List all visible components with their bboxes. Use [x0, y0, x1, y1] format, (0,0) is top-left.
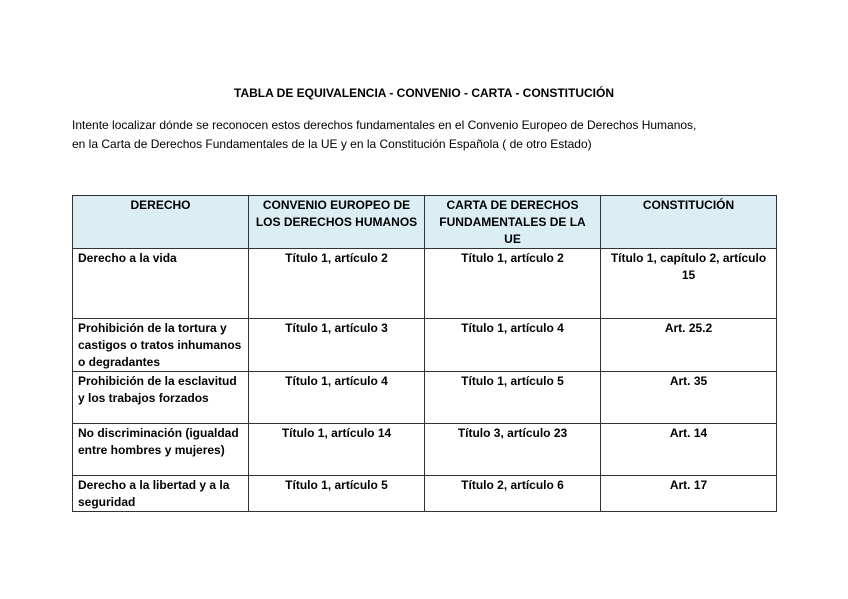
table-row: [73, 372, 777, 424]
intro-line-1: Intente localizar dónde se reconocen estos derechos fundamentales en el Convenio Europeo de Derechos Humanos,: [72, 118, 697, 132]
table-row: [73, 249, 777, 319]
cell-constitucion: Art. 14: [601, 424, 777, 476]
cell-carta: Título 1, artículo 4: [425, 319, 601, 372]
table-row: [73, 476, 777, 512]
header-carta: CARTA DE DERECHOS FUNDAMENTALES DE LA UE: [425, 196, 601, 249]
document-title: TABLA DE EQUIVALENCIA - CONVENIO - CARTA - CONSTITUCIÓN: [234, 86, 614, 100]
cell-convenio: Título 1, artículo 14: [249, 424, 425, 476]
cell-derecho: Derecho a la libertad y a la seguridad: [73, 476, 249, 512]
intro-paragraph: [72, 116, 792, 154]
table-row: [73, 424, 777, 476]
cell-derecho: Prohibición de la tortura y castigos o tratos inhumanos o degradantes: [73, 319, 249, 372]
cell-carta: Título 1, artículo 5: [425, 372, 601, 424]
cell-constitucion: Art. 17: [601, 476, 777, 512]
intro-line-2: en la Carta de Derechos Fundamentales de la UE y en la Constitución Española ( de otro Estado): [72, 137, 592, 151]
cell-constitucion: Art. 35: [601, 372, 777, 424]
cell-convenio: Título 1, artículo 4: [249, 372, 425, 424]
cell-carta: Título 1, artículo 2: [425, 249, 601, 319]
cell-derecho: Prohibición de la esclavitud y los trabajos forzados: [73, 372, 249, 424]
table-header-row: [73, 196, 777, 249]
cell-convenio: Título 1, artículo 2: [249, 249, 425, 319]
header-derecho: DERECHO: [73, 196, 249, 249]
header-convenio: CONVENIO EUROPEO DE LOS DERECHOS HUMANOS: [249, 196, 425, 249]
cell-convenio: Título 1, artículo 3: [249, 319, 425, 372]
cell-constitucion: Título 1, capítulo 2, artículo 15: [601, 249, 777, 319]
cell-derecho: Derecho a la vida: [73, 249, 249, 319]
equivalence-table: [72, 195, 777, 512]
cell-derecho: No discriminación (igualdad entre hombres y mujeres): [73, 424, 249, 476]
cell-carta: Título 2, artículo 6: [425, 476, 601, 512]
cell-constitucion: Art. 25.2: [601, 319, 777, 372]
header-constitucion: CONSTITUCIÓN: [601, 196, 777, 249]
cell-carta: Título 3, artículo 23: [425, 424, 601, 476]
table-row: [73, 319, 777, 372]
cell-convenio: Título 1, artículo 5: [249, 476, 425, 512]
